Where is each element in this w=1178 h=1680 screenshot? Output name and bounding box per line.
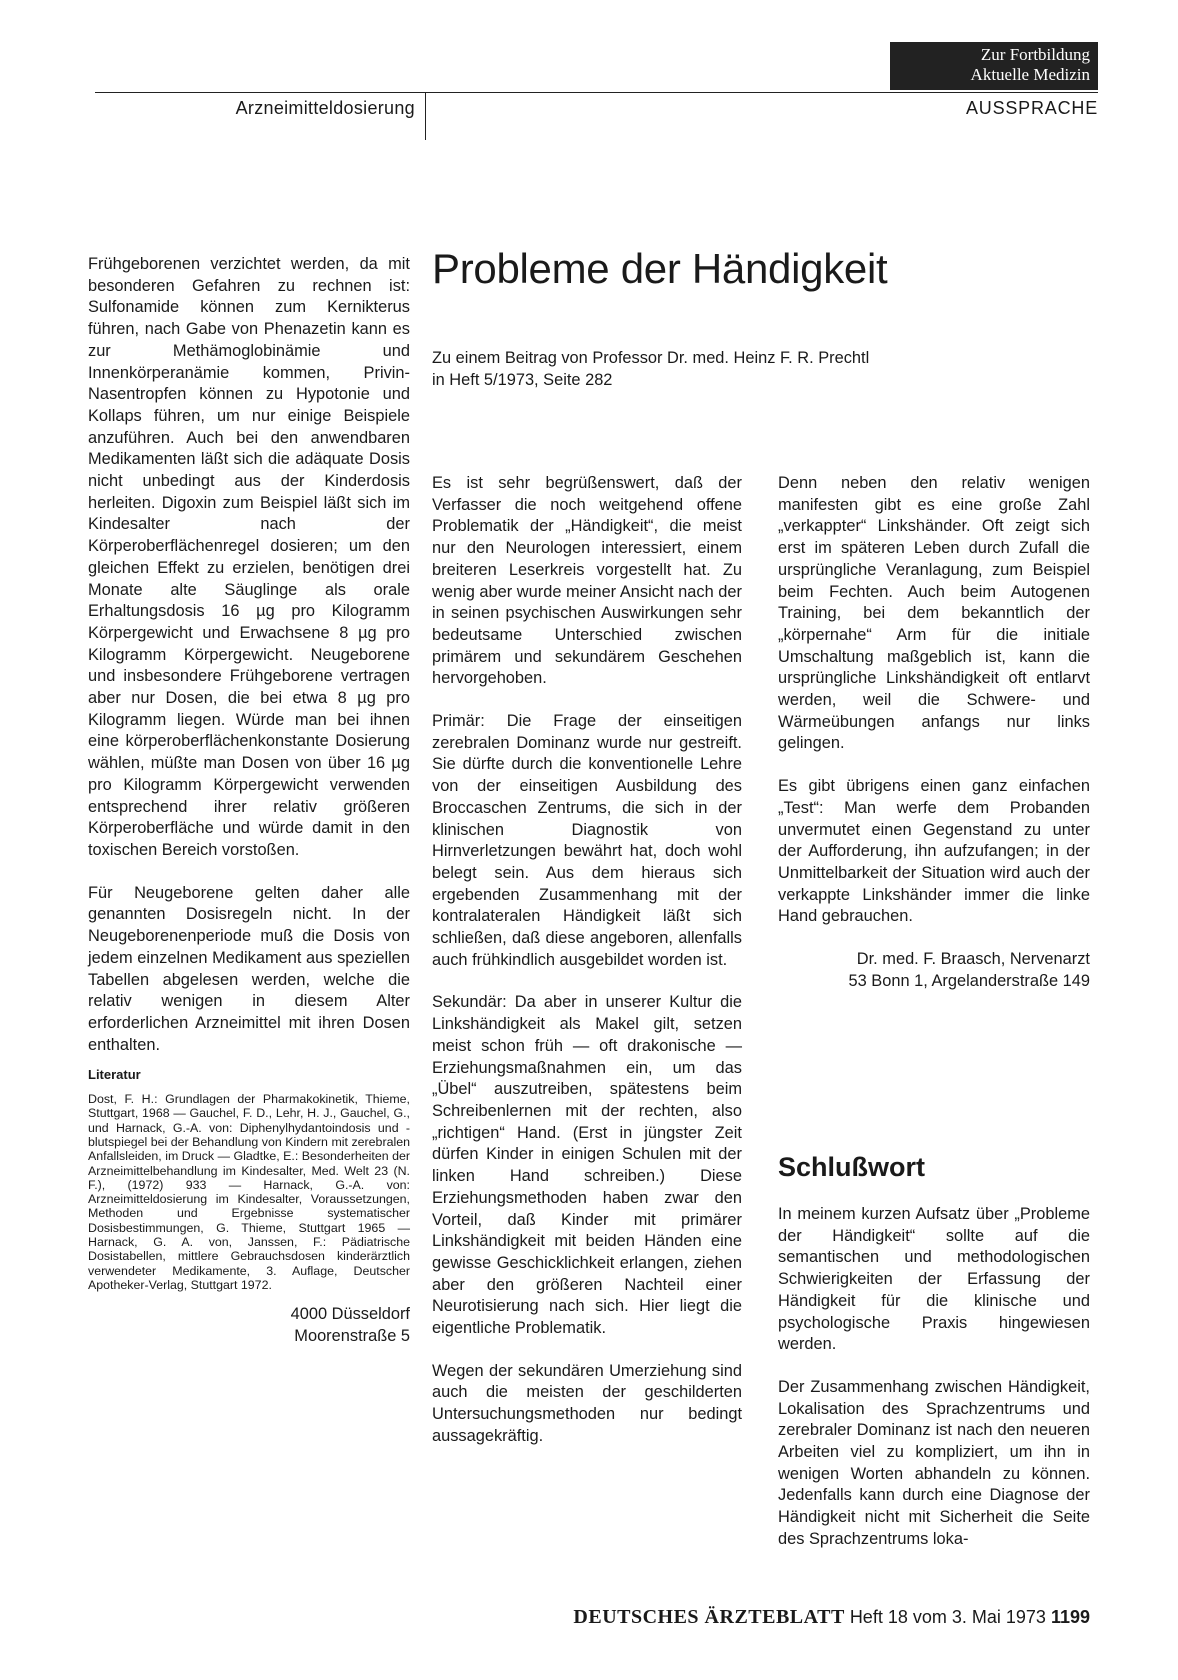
subtitle-line: in Heft 5/1973, Seite 282 (432, 370, 613, 389)
paragraph: Der Zusammenhang zwischen Händigkeit, Lokalisation des Sprachzentrums und zerebraler Dominanz ist nach den neueren Arbeiten viel zu kompliziert, um ihn in wenigen Worten abhandeln zu können. Jedenfalls kann durch eine Diagnose der Händigkeit nicht mit Sicherheit die Seite des Sprachzentrums loka- (778, 1377, 1090, 1548)
literature-list: Dost, F. H.: Grundlagen der Pharmakokinetik, Thieme, Stuttgart, 1968 — Gauchel, F. D., Lehr, H. J., Gauchel, G., und Harnack, G.-A. von: Diphenylhydantoindosis und -blutspiegel bei der Behandlung von Kindern mit zerebralen Anfallsleiden, im Druck — Gladtke, E.: Besonderheiten der Arzneimittelbehandlung im Kindesalter, Med. Welt 23 (N. F.), (1972) 933 — Harnack, G.-A. von: Arzneimitteldosierung im Kindesalter, Voraussetzungen, Methoden und Ergebnisse systematischer Dosisbestimmungen, G. Thieme, Stuttgart 1965 — Harnack, G. A. von, Janssen, F.: Pädiatrische Dosistabellen, mittlere Gebrauchsdosen kinderärztlich verwendeter Medikamente, 3. Auflage, Deutscher Apotheker-Verlag, Stuttgart 1972. (88, 1092, 410, 1292)
literature-heading: Literatur (88, 1067, 141, 1083)
issue-info: Heft 18 vom 3. Mai 1973 (849, 1607, 1046, 1627)
section-badge (890, 42, 1098, 90)
article-title: Probleme der Händigkeit (432, 245, 888, 292)
paragraph: In meinem kurzen Aufsatz über „Probleme der Händigkeit“ sollte auf die semantischen und methodologischen Schwierigkeiten der Erfassung der Händigkeit für die klinische und psychologische Praxis hingewiesen werden. (778, 1205, 1090, 1354)
middle-column (432, 473, 742, 1448)
right-column (778, 473, 1090, 992)
address-line: 4000 Düsseldorf (290, 1305, 410, 1324)
running-header-rubric: AUSSPRACHE (965, 98, 1098, 118)
signature-line: Dr. med. F. Braasch, Nervenarzt (856, 950, 1090, 969)
paragraph: Es gibt übrigens einen ganz einfachen „Test“: Man werfe dem Probanden unvermutet einen Gegenstand zu unter der Aufforderung, ihn aufzufangen; in der Unmittelbarkeit der Situation wird auch der verkappte Linkshänder immer die linke Hand gebrauchen. (778, 777, 1090, 926)
header-divider (425, 92, 426, 140)
address-line: Moorenstraße 5 (294, 1326, 410, 1345)
paragraph: Frühgeborenen verzichtet werden, da mit besonderen Gefahren zu rechnen ist: Sulfonamide können zum Kernikterus führen, nach Gabe von Phenazetin kann es zur Methämoglobinämie und Innenkörperanämie kommen, Privin-Nasentropfen können zu Hypotonie und Kollaps führen, um nur einige Beispiele anzuführen. Auch bei den anwendbaren Medikamenten läßt sich die adäquate Dosis nicht unbedingt aus der Kinderdosis herleiten. Digoxin zum Beispiel läßt sich im Kindesalter nach der Körperoberflächenregel dosieren; um den gleichen Effekt zu erzielen, benötigen drei Monate alte Säuglinge als orale Erhaltungsdosis 16 µg pro Kilogramm Körpergewicht und Erwachsene 8 µg pro Kilogramm Körpergewicht. Neugeborene und insbesondere Frühgeborene vertragen aber nur Dosen, die bei etwa 8 µg pro Kilogramm liegen. Würde man bei ihnen eine körperoberflächenkonstante Dosierung wählen, müßte man Dosen von über 16 µg pro Kilogramm Körpergewicht verwenden entsprechend ihrer relativ größeren Körperoberfläche und würde damit in den toxischen Bereich vorstoßen. (88, 255, 410, 859)
closing-heading: Schlußwort (778, 1152, 925, 1182)
paragraph: Für Neugeborene gelten daher alle genannten Dosisregeln nicht. In der Neugeborenenperiode muß die Dosis von jedem einzelnen Medikament aus speziellen Tabellen abgelesen werden, welche die relativ wenigen in diesem Alter erforderlichen Arzneimittel mit ihren Dosen enthalten. (88, 883, 410, 1054)
paragraph: Primär: Die Frage der einseitigen zerebralen Dominanz wurde nur gestreift. Sie dürfte durch die konventionelle Lehre von der einseitigen Ausbildung des Broccaschen Zentrums, die sich in der klinischen Diagnostik von Hirnverletzungen bewährt hat, doch wohl belegt sein. Aus dem hieraus sich ergebenden Zusammenhang mit der kontralateralen Händigkeit läßt sich schließen, daß diese angeboren, allenfalls auch frühkindlich ausgebildet worden ist. (432, 712, 742, 969)
page-footer (573, 1606, 1090, 1629)
author-signature (778, 949, 1090, 992)
subtitle-line: Zu einem Beitrag von Professor Dr. med. Heinz F. R. Prechtl (432, 349, 870, 367)
author-address (88, 1304, 410, 1347)
paragraph: Es ist sehr begrüßenswert, daß der Verfasser die noch weitgehend offene Problematik der „Händigkeit“, die meist nur den Neurologen interessiert, einem breiteren Leserkreis vorgestellt hat. Zu wenig aber wurde meiner Ansicht nach der in seinen psychischen Auswirkungen sehr bedeutsame Unterschied zwischen primärem und sekundärem Geschehen hervorgehoben. (432, 474, 742, 688)
left-column (88, 254, 410, 1348)
badge-line-2: Aktuelle Medizin (970, 65, 1090, 84)
page-number: 1199 (1050, 1607, 1090, 1627)
top-rule (95, 92, 1098, 93)
paragraph: Denn neben den relativ wenigen manifesten gibt es eine große Zahl „verkappter“ Linkshänder. Oft zeigt sich erst im späteren Leben durch Zufall die ursprüngliche Veranlagung, zum Beispiel beim Fechten. Auch beim Autogenen Training, bei dem bekanntlich der „körpernahe“ Arm für die initiale Umschaltung maßgeblich ist, kann die ursprüngliche Linkshändigkeit oft entlarvt werden, weil die Schwere- und Wärmeübungen anfangs nur links gelingen. (778, 474, 1090, 753)
signature-line: 53 Bonn 1, Argelanderstraße 149 (848, 971, 1090, 990)
running-header-section: Arzneimitteldosierung (235, 98, 415, 118)
magazine-name: DEUTSCHES ÄRZTEBLATT (573, 1606, 845, 1628)
article-subtitle (432, 348, 1072, 391)
paragraph: Sekundär: Da aber in unserer Kultur die Linkshändigkeit als Makel gilt, setzen meist schon früh — oft drakonische — Erziehungsmaßnahmen ein, um das „Übel“ auszutreiben, spätestens beim Schreibenlernen mit der rechten, also „richtigen“ Hand. (Erst in jüngster Zeit dürfen Kinder in einigen Schulen mit der linken Hand schreiben.) Diese Erziehungsmethoden haben zwar den Vorteil, daß Kinder mit primärer Linkshändigkeit mit beiden Händen eine gewisse Geschicklichkeit erlangen, ziehen aber den größeren Nachteil einer Neurotisierung nach sich. Hier liegt die eigentliche Problematik. (432, 993, 742, 1338)
paragraph: Wegen der sekundären Umerziehung sind auch die meisten der geschilderten Untersuchungsmethoden nur bedingt aussagekräftig. (432, 1361, 742, 1445)
closing-column (778, 1204, 1090, 1551)
badge-line-1: Zur Fortbildung (980, 45, 1090, 64)
